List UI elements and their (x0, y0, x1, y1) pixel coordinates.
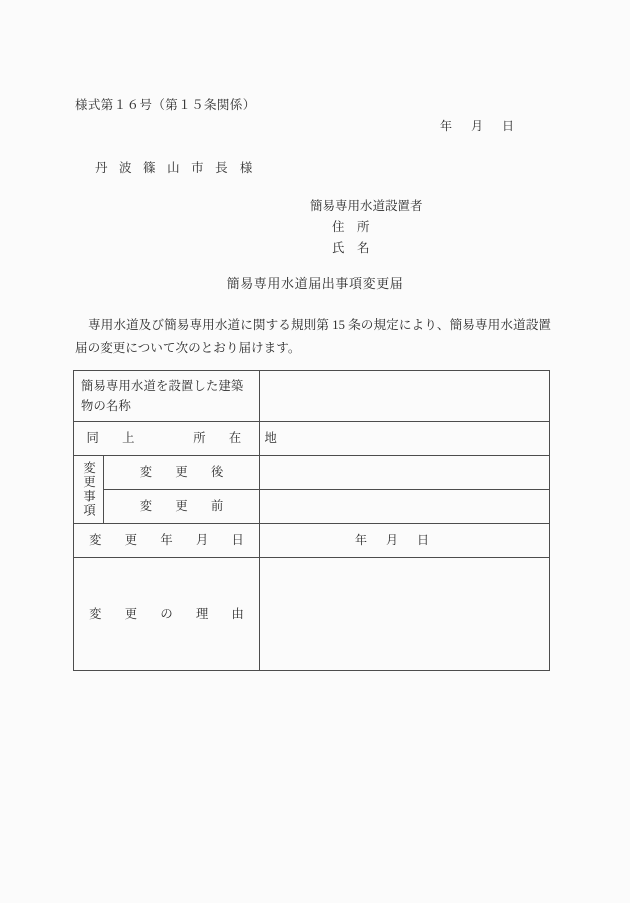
body-paragraph-text: 専用水道及び簡易専用水道に関する規則第 15 条の規定により、簡易専用水道設置届の変更について次のとおり届けます。 (75, 318, 551, 355)
table-row (74, 422, 550, 456)
change-date-value (260, 526, 549, 555)
location-label: 同 上 所 在 地 (86, 431, 283, 445)
cell-change-date-value[interactable] (260, 524, 550, 558)
change-date-year-label: 年 (355, 533, 368, 547)
date-day-label: 日 (502, 119, 515, 133)
change-date-label: 変 更 年 月 日 (89, 533, 250, 547)
cell-location-label (74, 422, 283, 456)
after-label: 変 更 後 (139, 465, 229, 479)
change-items-wrapper (74, 457, 103, 522)
applicant-name-label: 氏 名 (332, 241, 370, 255)
cell-before-label (104, 490, 260, 524)
cell-after-label (104, 456, 260, 490)
cell-reason-label (74, 558, 260, 671)
cell-building-name-value[interactable] (260, 371, 550, 422)
form-number: 様式第１６号（第１５条関係） (75, 98, 256, 112)
before-label: 変 更 前 (139, 499, 229, 513)
addressee-honorific: 様 (239, 161, 257, 175)
applicant-block (310, 196, 423, 259)
building-name-label: 簡易専用水道を設置した建築物の名称 (81, 379, 244, 413)
reason-label: 変 更 の 理 由 (89, 606, 250, 621)
change-items-label: 変更事項 (81, 460, 96, 519)
table-row (74, 524, 550, 558)
table-row (74, 456, 550, 490)
body-paragraph (75, 314, 551, 360)
cell-location-value[interactable] (260, 422, 550, 456)
before-value (260, 502, 549, 512)
change-date-month-label: 月 (386, 533, 399, 547)
cell-before-value[interactable] (260, 490, 550, 524)
applicant-address-label: 住 所 (332, 220, 370, 234)
after-value (260, 468, 549, 478)
cell-change-date-label (74, 524, 260, 558)
change-date-day-label: 日 (417, 533, 430, 547)
table-row (74, 490, 550, 524)
applicant-role: 簡易専用水道設置者 (310, 199, 423, 213)
cell-after-value[interactable] (260, 456, 550, 490)
change-notification-table (73, 370, 550, 671)
reason-value (260, 609, 549, 619)
page-title: 簡易専用水道届出事項変更届 (226, 276, 404, 291)
date-year-label: 年 (440, 119, 453, 133)
table-row (74, 558, 550, 671)
date-line-top (440, 117, 530, 134)
cell-change-items-label (74, 456, 104, 524)
table-row (74, 371, 550, 422)
cell-reason-value[interactable] (260, 558, 550, 671)
addressee-name: 丹 波 篠 山 市 長 (95, 161, 232, 175)
addressee-line (95, 158, 257, 176)
date-month-label: 月 (471, 119, 484, 133)
cell-building-name-label (74, 371, 260, 422)
building-name-value (260, 391, 549, 401)
location-value (260, 434, 549, 444)
